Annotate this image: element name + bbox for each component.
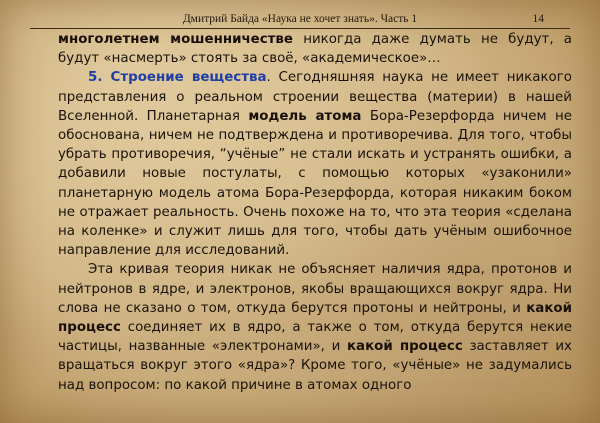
paragraph-text: Эта кривая теория никак не объясняет наличия ядра, протонов и нейтронов в ядре, и электронов, якобы вращающихся вокруг ядра. Ни слова не сказано о том, откуда берутся протоны и нейтроны, и [58,262,572,316]
paragraph-text: заставляет их вращаться вокруг этого «ядра»? Кроме того, «учёные» не задумались над вопросом: по какой причине в атомах одного [58,339,572,393]
running-header [30,10,570,29]
paragraph-1 [58,30,572,68]
header-title: Дмитрий Байда «Наука не хочет знать». Часть 1 [182,13,418,25]
section-heading: 5. Строение вещества [88,70,267,86]
paragraph-text: соединяет их в ядро, а также о том, откуда берутся некие частицы, названные «электронами», и [58,320,572,355]
bold-term: какой процесс [58,300,572,336]
page-number: 14 [532,13,544,25]
paragraph-text: никогда даже думать не будут, а будут «насмерть» стоять за своё, «академическое»… [58,32,572,67]
bold-term: модель атома [248,108,362,124]
bold-term: многолетнем мошенничестве [58,32,293,47]
page-body [58,30,572,395]
paragraph-text: . Сегодняшняя наука не имеет никакого представления о реальном строении вещества (материи) в нашей Вселенной. Планетарная [58,70,572,124]
paragraph-2 [58,68,572,260]
paragraph-3 [58,260,572,394]
paragraph-text: Бора-Резерфорда ничем не обоснована, ничем не подтверждена и противоречива. Для того, чтобы убрать противоречия, “учёные” не стали искать и устранять ошибки, а добавили новые постулаты, с помощью которых «узаконили» планетарную модель атома Бора-Резерфорда, которая никаким боком не отражает реальность. Очень похоже на то, что эта теория «сделана на коленке» и служит лишь для того, чтобы дать учёным ошибочное направление для исследований. [58,108,572,259]
bold-term: какой процесс [346,339,463,355]
